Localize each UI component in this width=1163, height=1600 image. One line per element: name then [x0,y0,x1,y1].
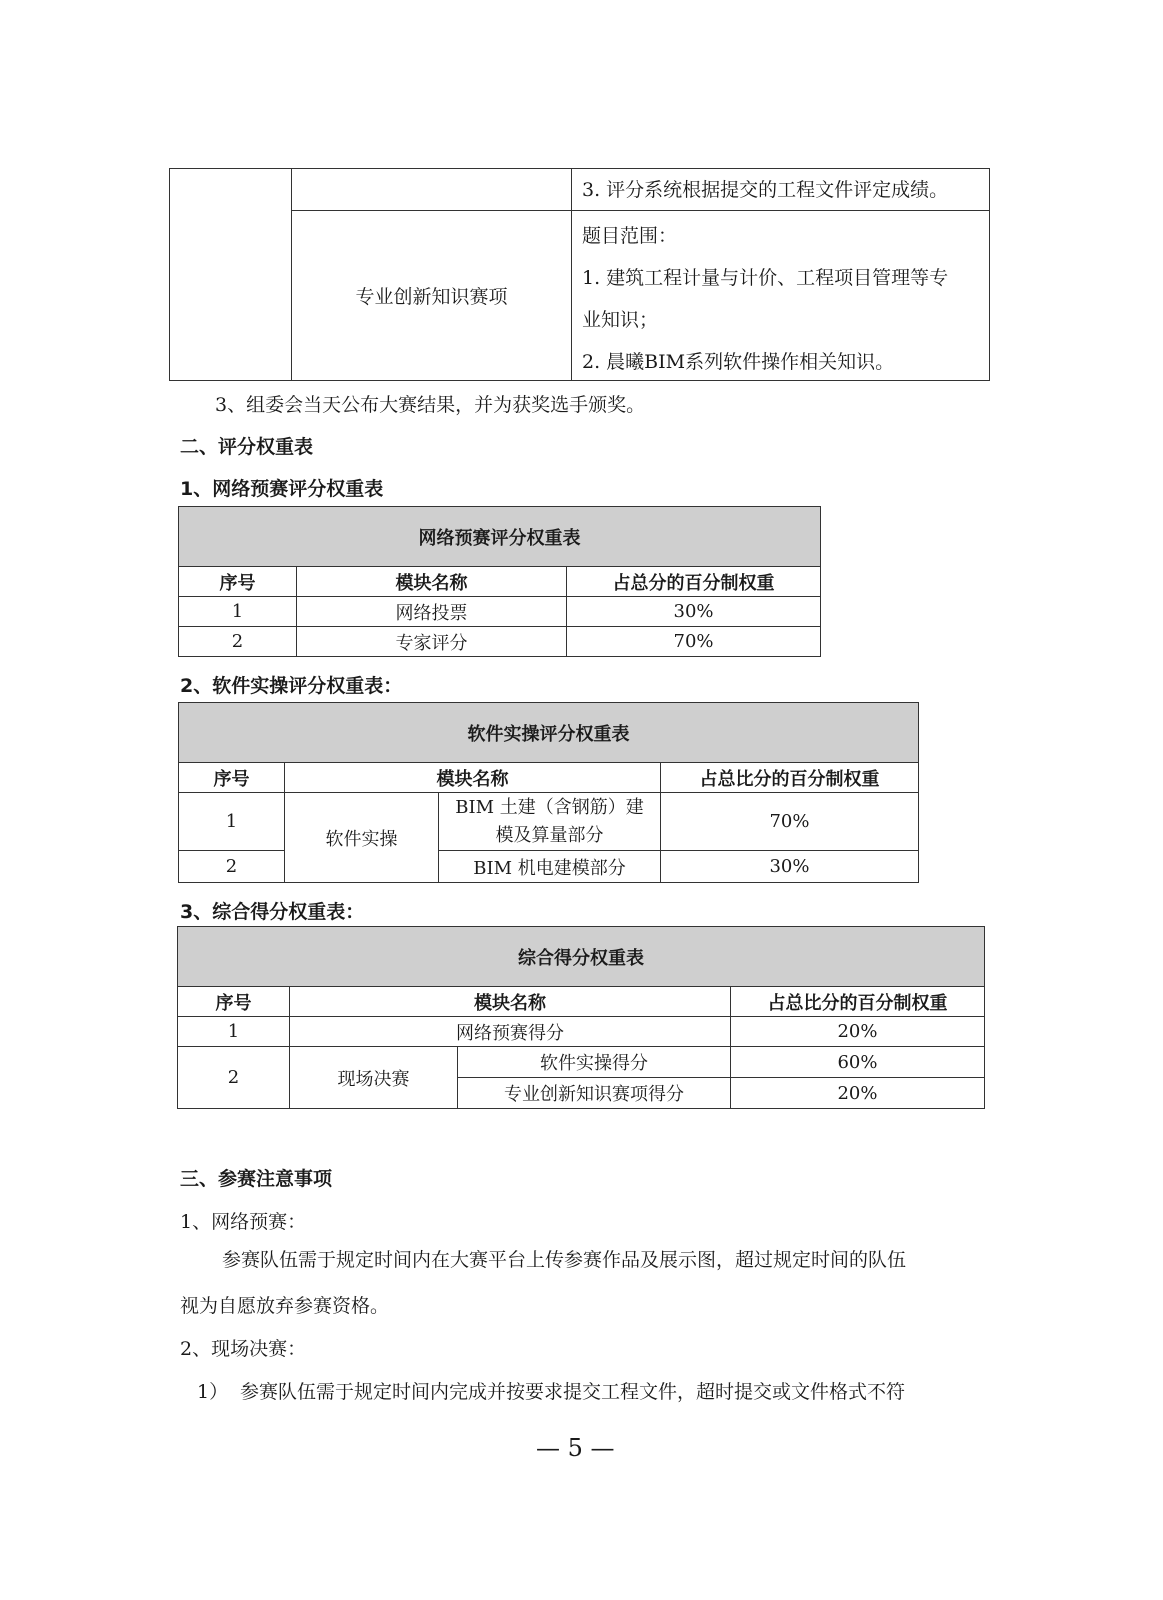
header-cell: 占总比分的百分制权重 [661,763,919,793]
header-cell: 占总比分的百分制权重 [731,987,985,1017]
weight-table-overall [177,926,985,1109]
item-desc-cell: 3. 评分系统根据提交的工程文件评定成绩。 [572,169,990,211]
paragraph-line: 参赛队伍需于规定时间内完成并按要求提交工程文件，超时提交或文件格式不符 [240,1381,906,1403]
header-cell: 序号 [179,567,297,597]
table-row [178,1017,985,1047]
row-name [439,793,661,851]
item-title: 1、网络预赛： [180,1211,307,1233]
row-name: BIM 机电建模部分 [439,851,661,883]
table-caption: 网络预赛评分权重表 [179,507,821,567]
row-no: 2 [179,627,297,657]
row-weight: 60% [731,1047,985,1078]
rules-table-continued [169,168,990,381]
row-weight: 70% [567,627,821,657]
item-name-cell: 专业创新知识赛项 [292,211,572,381]
award-line: 3、组委会当天公布大赛结果，并为获奖选手颁奖。 [215,394,646,416]
row-weight: 70% [661,793,919,851]
section-heading: 三、参赛注意事项 [180,1168,333,1190]
paragraph-line: 参赛队伍需于规定时间内在大赛平台上传参赛作品及展示图，超过规定时间的队伍 [222,1249,907,1271]
page-number: — 5 — [536,1434,615,1462]
desc-line: 1. 建筑工程计量与计价、工程项目管理等专 [582,267,949,289]
row-no: 1 [179,793,285,851]
item-cell-empty [292,169,572,211]
row-name: 软件实操得分 [458,1047,731,1078]
row-name: 网络预赛得分 [290,1017,731,1047]
table-row [179,627,821,657]
header-cell: 模块名称 [297,567,567,597]
group-cell: 软件实操 [285,793,439,883]
section-heading: 二、评分权重表 [180,436,314,458]
table-row [178,1047,985,1078]
row-name-line: BIM 土建（含钢筋）建 [455,796,644,818]
table-row [179,597,821,627]
subsection-heading: 1、网络预赛评分权重表 [180,478,384,500]
desc-line: 业知识； [582,309,659,331]
row-weight: 30% [661,851,919,883]
item-desc-cell [572,211,990,381]
table-caption: 综合得分权重表 [178,927,985,987]
paragraph-line: 视为自愿放弃参赛资格。 [180,1295,390,1317]
row-no: 2 [179,851,285,883]
row-name: 专家评分 [297,627,567,657]
row-weight: 20% [731,1078,985,1109]
desc-line: 题目范围： [582,225,678,247]
subsection-heading: 3、综合得分权重表： [180,901,365,923]
row-no: 1 [178,1017,290,1047]
row-name-line: 模及算量部分 [495,824,604,846]
row-name: 专业创新知识赛项得分 [458,1078,731,1109]
weight-table-software [178,702,919,883]
row-weight: 30% [567,597,821,627]
row-no: 1 [179,597,297,627]
header-cell: 占总分的百分制权重 [567,567,821,597]
item-title: 2、现场决赛： [180,1338,307,1360]
table-caption: 软件实操评分权重表 [179,703,919,763]
row-name: 网络投票 [297,597,567,627]
group-cell: 现场决赛 [290,1047,458,1109]
category-cell [170,169,292,381]
header-cell: 序号 [178,987,290,1017]
row-weight: 20% [731,1017,985,1047]
row-no: 2 [178,1047,290,1109]
desc-line: 2. 晨曦BIM系列软件操作相关知识。 [582,351,895,373]
header-cell: 模块名称 [285,763,661,793]
subsection-heading: 2、软件实操评分权重表： [180,675,403,697]
list-marker: 1） [197,1381,229,1403]
header-cell: 序号 [179,763,285,793]
table-row [179,793,919,851]
header-cell: 模块名称 [290,987,731,1017]
weight-table-online-prelim [178,506,821,657]
